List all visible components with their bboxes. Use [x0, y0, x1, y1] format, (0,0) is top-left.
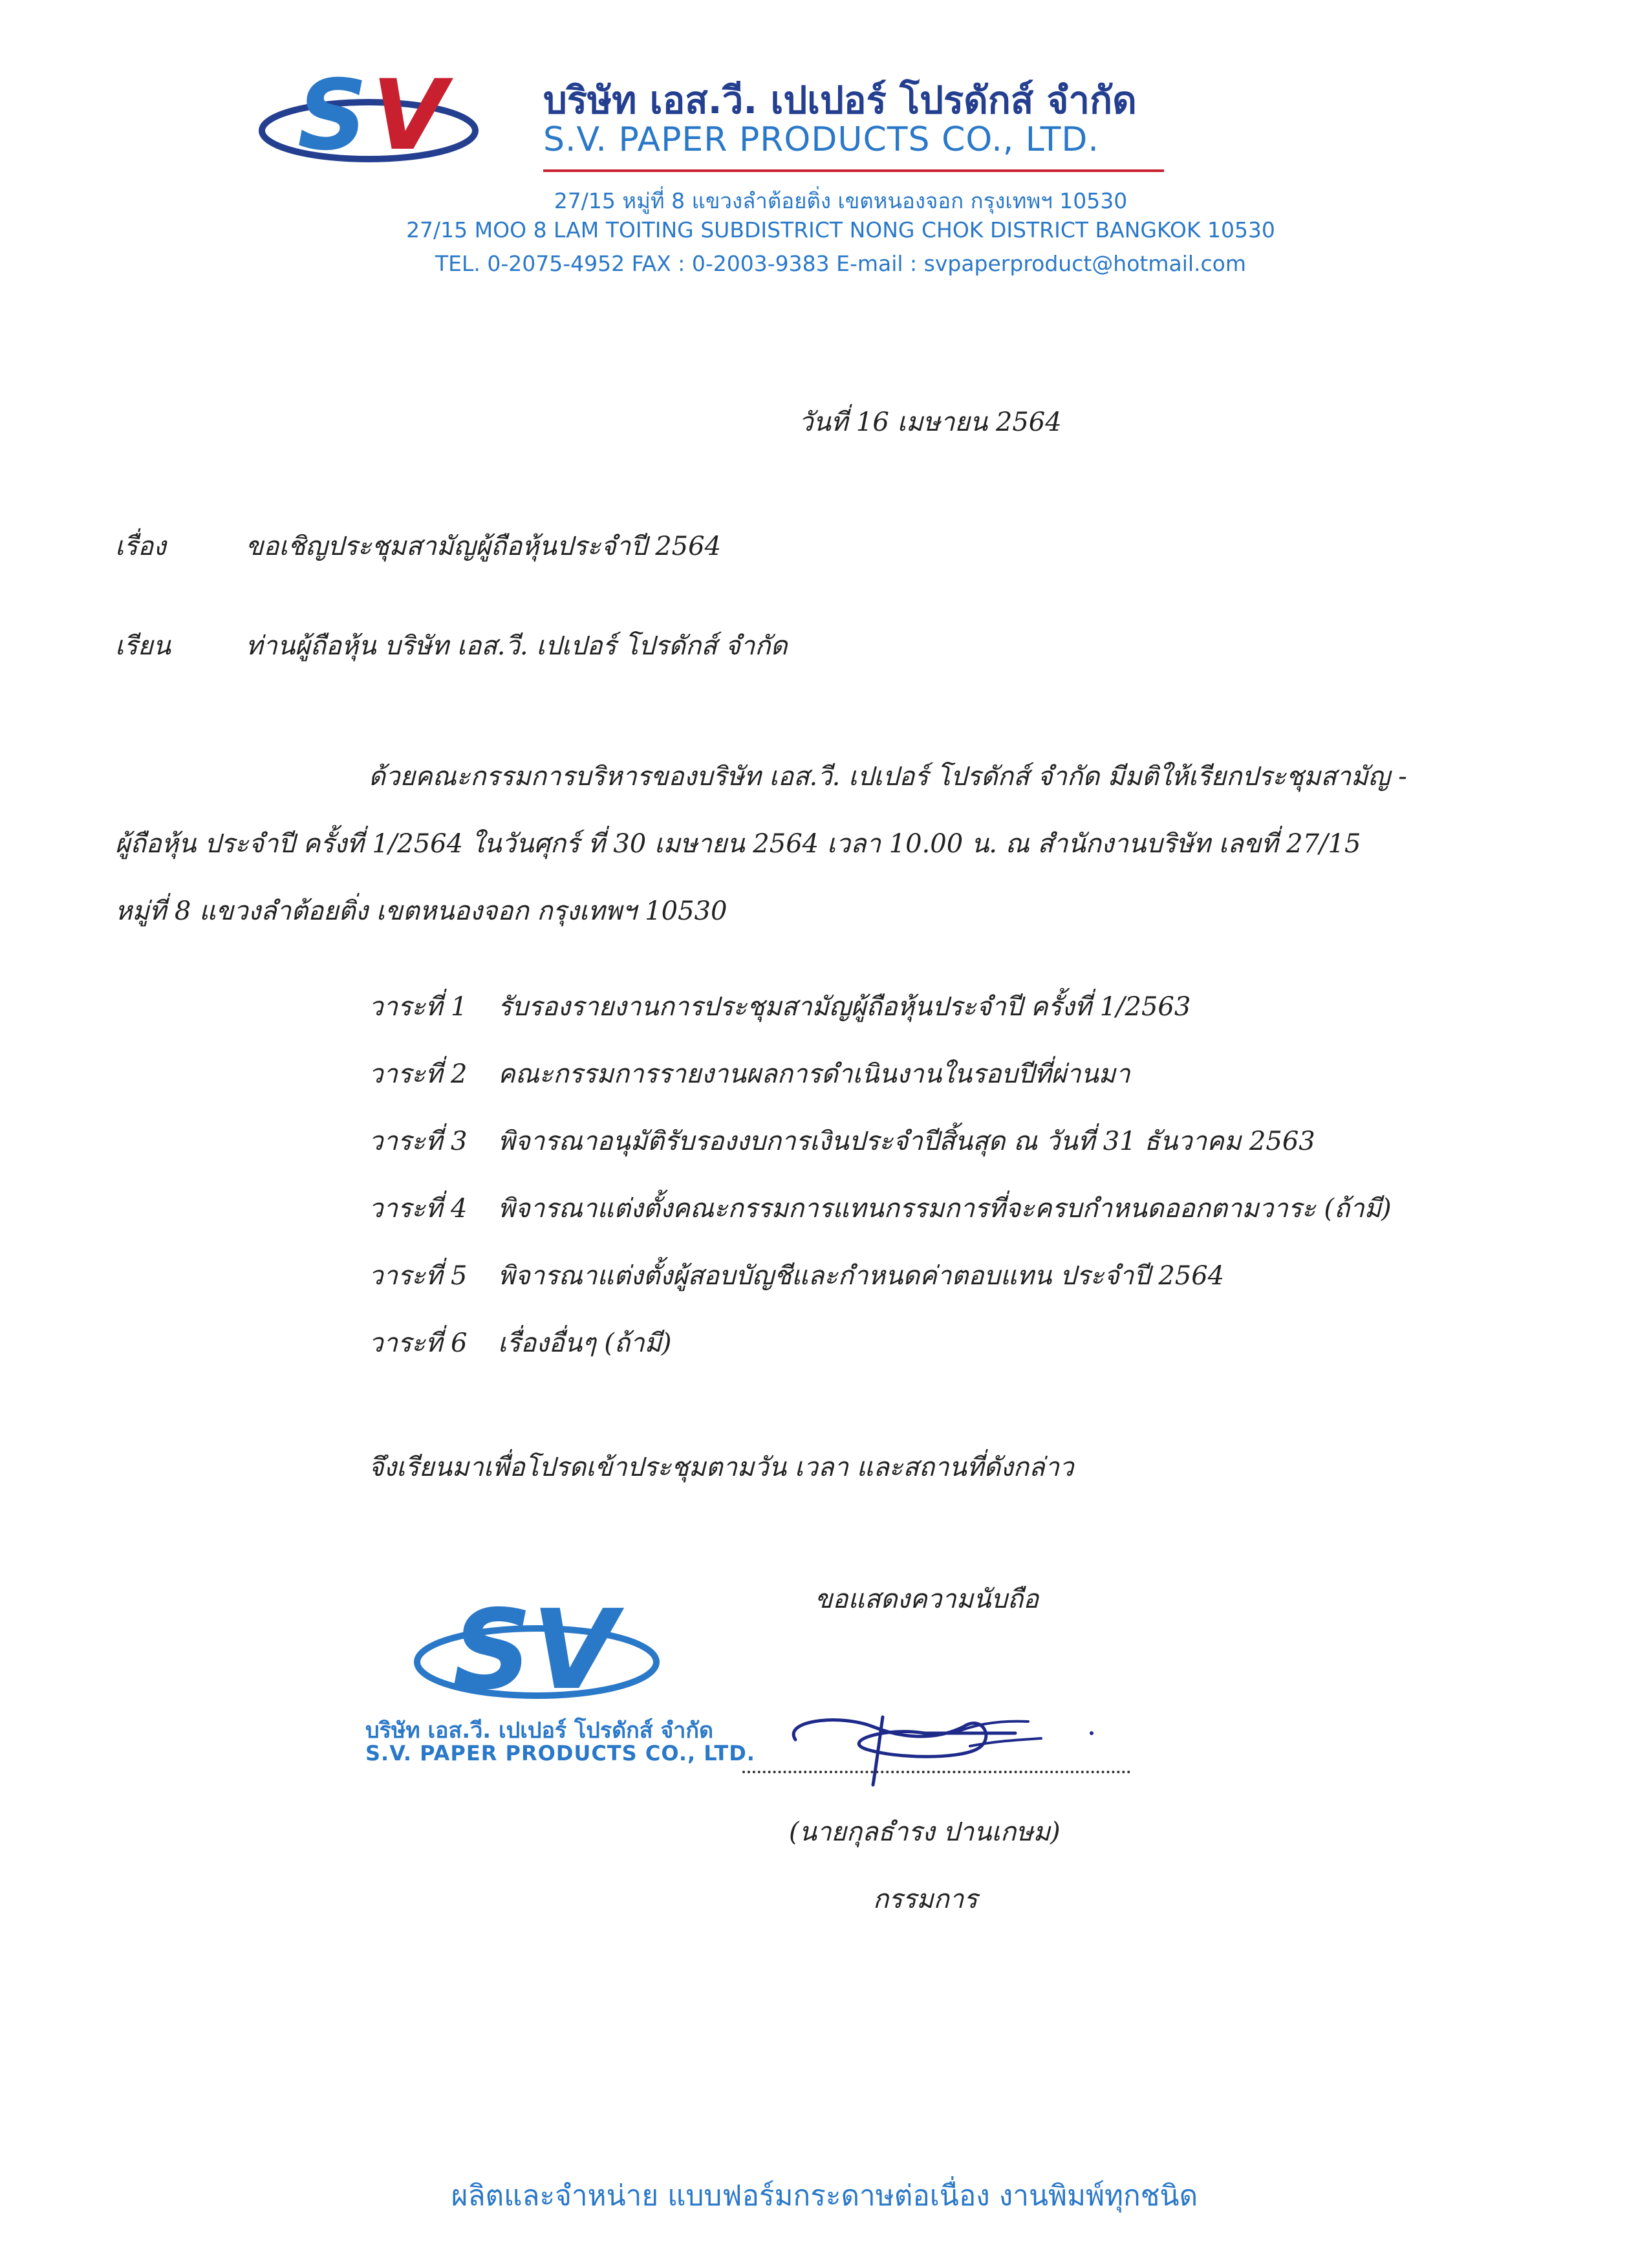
recipient-text: ท่านผู้ถือหุ้น บริษัท เอส.วี. เปเปอร์ โปรดักส์ จำกัด	[246, 631, 788, 661]
body-line-2: ผู้ถือหุ้น ประจำปี ครั้งที่ 1/2564 ในวันศุกร์ ที่ 30 เมษายน 2564 เวลา 10.00 น. ณ สำนักงานบริษัท เลขที่ 27/15	[115, 829, 1361, 859]
agenda-item-text: พิจารณาแต่งตั้งผู้สอบบัญชีและกำหนดค่าตอบแทน ประจำปี 2564	[498, 1261, 1225, 1291]
signer-title: กรรมการ	[873, 1885, 978, 1914]
agenda-item-text: เรื่องอื่นๆ (ถ้ามี)	[498, 1328, 672, 1358]
handwritten-signature	[770, 1688, 1132, 1791]
recipient-label: เรียน	[115, 631, 171, 661]
svg-text:S: S	[297, 65, 368, 172]
address-thai: 27/15 หมู่ที่ 8 แขวงลำต้อยติ่ง เขตหนองจอก กรุงเทพฯ 10530	[554, 188, 1128, 213]
signer-name: (นายกุลธำรง ปานเกษม)	[789, 1817, 1061, 1847]
closing-line: จึงเรียนมาเพื่อโปรดเข้าประชุมตามวัน เวลา และสถานที่ดังกล่าว	[369, 1453, 1074, 1482]
letterhead-divider	[543, 169, 1164, 172]
signature-line	[742, 1771, 1130, 1773]
body-line-1: ด้วยคณะกรรมการบริหารของบริษัท เอส.วี. เปเปอร์ โปรดักส์ จำกัด มีมติให้เรียกประชุมสามัญ -	[369, 762, 1407, 792]
agenda-item-text: รับรองรายงานการประชุมสามัญผู้ถือหุ้นประจำปี ครั้งที่ 1/2563	[498, 992, 1191, 1022]
letter-date: วันที่ 16 เมษายน 2564	[799, 407, 1062, 437]
stamp-company-english: S.V. PAPER PRODUCTS CO., LTD.	[365, 1741, 755, 1766]
agenda-item-label: วาระที่ 6	[369, 1328, 468, 1358]
contact-line: TEL. 0-2075-4952 FAX : 0-2003-9383 E-mail : svpaperproduct@hotmail.com	[435, 251, 1247, 276]
agenda-item-text: พิจารณาอนุมัติรับรองงบการเงินประจำปีสิ้นสุด ณ วันที่ 31 ธันวาคม 2563	[498, 1127, 1315, 1156]
company-logo	[259, 65, 504, 175]
footer-tagline: ผลิตและจำหน่าย แบบฟอร์มกระดาษต่อเนื่อง งานพิมพ์ทุกชนิด	[451, 2179, 1198, 2212]
subject-label: เรื่อง	[115, 532, 166, 561]
stamp-company-thai: บริษัท เอส.วี. เปเปอร์ โปรดักส์ จำกัด	[365, 1718, 714, 1744]
body-line-3: หมู่ที่ 8 แขวงลำต้อยติ่ง เขตหนองจอก กรุงเทพฯ 10530	[115, 896, 727, 926]
regards-text: ขอแสดงความนับถือ	[815, 1584, 1039, 1614]
agenda-item-text: พิจารณาแต่งตั้งคณะกรรมการแทนกรรมการที่จะครบกำหนดออกตามวาระ (ถ้ามี)	[498, 1194, 1392, 1224]
agenda-item-text: คณะกรรมการรายงานผลการดำเนินงานในรอบปีที่ผ่านมา	[498, 1059, 1130, 1089]
svg-text:V: V	[372, 65, 447, 172]
stamp-logo	[401, 1584, 673, 1714]
svg-text:SV: SV	[453, 1586, 618, 1714]
agenda-item-label: วาระที่ 4	[369, 1194, 468, 1224]
agenda-item-label: วาระที่ 3	[369, 1127, 468, 1156]
company-name-thai: บริษัท เอส.วี. เปเปอร์ โปรดักส์ จำกัด	[543, 78, 1137, 122]
agenda-item-label: วาระที่ 5	[369, 1261, 468, 1291]
agenda-item-label: วาระที่ 1	[369, 992, 468, 1022]
address-english: 27/15 MOO 8 LAM TOITING SUBDISTRICT NONG CHOK DISTRICT BANGKOK 10530	[406, 217, 1275, 243]
subject-text: ขอเชิญประชุมสามัญผู้ถือหุ้นประจำปี 2564	[246, 532, 722, 561]
agenda-item-label: วาระที่ 2	[369, 1059, 468, 1089]
company-name-english: S.V. PAPER PRODUCTS CO., LTD.	[543, 120, 1099, 159]
